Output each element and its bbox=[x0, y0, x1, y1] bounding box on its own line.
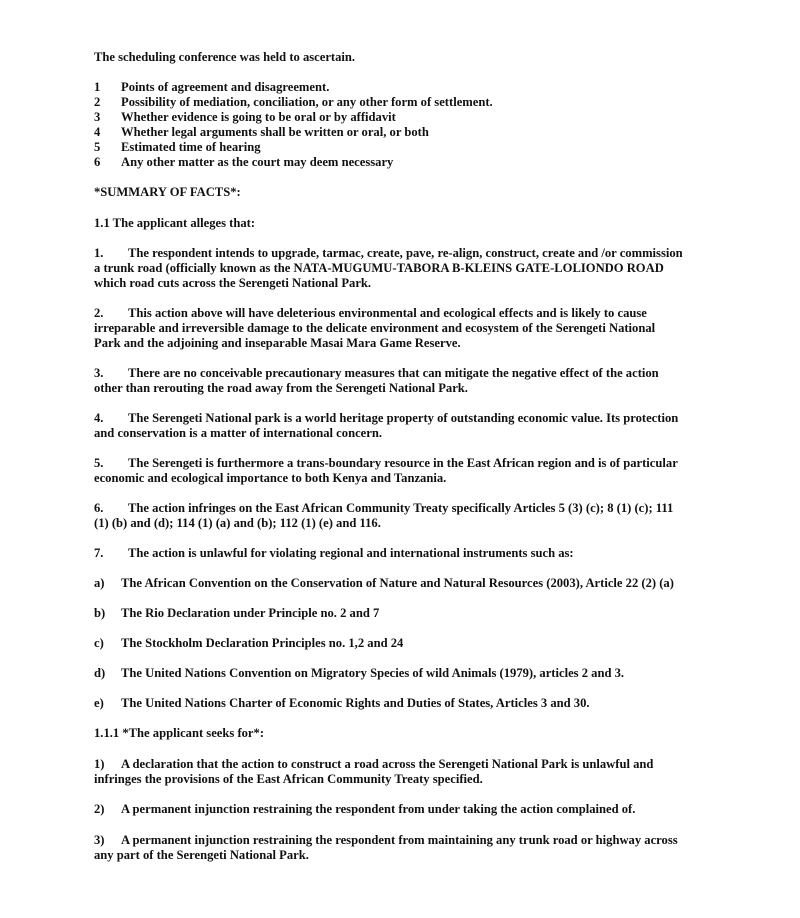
instrument-item bbox=[94, 636, 403, 651]
fact-number: 7. bbox=[94, 546, 104, 560]
agenda-number: 1 bbox=[94, 80, 101, 94]
instrument-item bbox=[94, 606, 379, 621]
instrument-letter: a) bbox=[94, 576, 105, 590]
agenda-text: Possibility of mediation, conciliation, or any other form of settlement. bbox=[121, 95, 493, 109]
relief-text: A declaration that the action to construct a road across the Serengeti National Park is unlawful and bbox=[121, 757, 654, 771]
fact-line bbox=[94, 546, 574, 561]
instrument-letter: b) bbox=[94, 606, 106, 620]
fact-line: and conservation is a matter of international concern. bbox=[94, 426, 382, 440]
fact-line: economic and ecological importance to both Kenya and Tanzania. bbox=[94, 471, 447, 485]
agenda-number: 4 bbox=[94, 125, 101, 139]
fact-line bbox=[94, 501, 673, 516]
relief-line bbox=[94, 833, 678, 848]
intro-text: The scheduling conference was held to ascertain. bbox=[94, 50, 356, 64]
relief-text: A permanent injunction restraining the respondent from under taking the action complained of. bbox=[121, 802, 636, 816]
fact-number: 1. bbox=[94, 246, 104, 260]
relief-line bbox=[94, 757, 653, 772]
relief-text: A permanent injunction restraining the respondent from maintaining any trunk road or highway across bbox=[121, 833, 678, 847]
relief-line: infringes the provisions of the East African Community Treaty specified. bbox=[94, 772, 483, 786]
fact-number: 5. bbox=[94, 456, 104, 470]
subsection-heading: 1.1.1 *The applicant seeks for*: bbox=[94, 726, 265, 740]
fact-line bbox=[94, 366, 659, 381]
fact-number: 3. bbox=[94, 366, 104, 380]
relief-number: 2) bbox=[94, 802, 105, 816]
instrument-text: The United Nations Charter of Economic Rights and Duties of States, Articles 3 and 30. bbox=[121, 696, 590, 710]
fact-text: The action is unlawful for violating regional and international instruments such as: bbox=[128, 546, 574, 560]
agenda-item bbox=[94, 95, 493, 110]
fact-text: This action above will have deleterious environmental and ecological effects and is likely to cause bbox=[128, 306, 647, 320]
agenda-number: 3 bbox=[94, 110, 101, 124]
section-heading: *SUMMARY OF FACTS*: bbox=[94, 185, 241, 199]
agenda-text: Estimated time of hearing bbox=[121, 140, 261, 154]
instrument-text: The United Nations Convention on Migratory Species of wild Animals (1979), articles 2 and 3. bbox=[121, 666, 625, 680]
agenda-number: 5 bbox=[94, 140, 101, 154]
fact-line bbox=[94, 306, 647, 321]
fact-line: a trunk road (officially known as the NATA-MUGUMU-TABORA B-KLEINS GATE-LOLIONDO ROAD bbox=[94, 261, 664, 275]
fact-line: other than rerouting the road away from the Serengeti National Park. bbox=[94, 381, 468, 395]
relief-line bbox=[94, 802, 635, 817]
fact-text: The respondent intends to upgrade, tarmac, create, pave, re-align, construct, create and /or commission bbox=[128, 246, 683, 260]
fact-line: Park and the adjoining and inseparable Masai Mara Game Reserve. bbox=[94, 336, 461, 350]
agenda-item bbox=[94, 80, 329, 95]
fact-line bbox=[94, 246, 683, 261]
agenda-text: Whether evidence is going to be oral or by affidavit bbox=[121, 110, 396, 124]
instrument-letter: d) bbox=[94, 666, 106, 680]
agenda-item bbox=[94, 155, 393, 170]
fact-number: 6. bbox=[94, 501, 104, 515]
instrument-item bbox=[94, 666, 624, 681]
fact-text: The action infringes on the East African Community Treaty specifically Articles 5 (3) (c); 8 (1) (c); 111 bbox=[128, 501, 674, 515]
fact-line bbox=[94, 411, 678, 426]
agenda-item bbox=[94, 110, 396, 125]
fact-text: There are no conceivable precautionary measures that can mitigate the negative effect of the action bbox=[128, 366, 659, 380]
instrument-text: The Rio Declaration under Principle no. 2 and 7 bbox=[121, 606, 380, 620]
instrument-text: The African Convention on the Conservation of Nature and Natural Resources (2003), Article 22 (2) (a) bbox=[121, 576, 674, 590]
instrument-text: The Stockholm Declaration Principles no. 1,2 and 24 bbox=[121, 636, 404, 650]
relief-number: 3) bbox=[94, 833, 105, 847]
agenda-item bbox=[94, 140, 261, 155]
fact-line bbox=[94, 456, 678, 471]
agenda-text: Points of agreement and disagreement. bbox=[121, 80, 330, 94]
relief-line: any part of the Serengeti National Park. bbox=[94, 848, 309, 862]
subsection-heading: 1.1 The applicant alleges that: bbox=[94, 216, 256, 230]
fact-number: 2. bbox=[94, 306, 104, 320]
instrument-letter: c) bbox=[94, 636, 104, 650]
fact-line: irreparable and irreversible damage to the delicate environment and ecosystem of the Serengeti National bbox=[94, 321, 656, 335]
instrument-item bbox=[94, 696, 590, 711]
instrument-item bbox=[94, 576, 674, 591]
fact-text: The Serengeti National park is a world heritage property of outstanding economic value. Its protection bbox=[128, 411, 679, 425]
relief-number: 1) bbox=[94, 757, 105, 771]
fact-line: (1) (b) and (d); 114 (1) (a) and (b); 112 (1) (e) and 116. bbox=[94, 516, 381, 530]
agenda-number: 6 bbox=[94, 155, 101, 169]
fact-line: which road cuts across the Serengeti National Park. bbox=[94, 276, 372, 290]
fact-number: 4. bbox=[94, 411, 104, 425]
fact-text: The Serengeti is furthermore a trans-boundary resource in the East African region and is of particular bbox=[128, 456, 678, 470]
agenda-item bbox=[94, 125, 429, 140]
agenda-text: Any other matter as the court may deem necessary bbox=[121, 155, 394, 169]
agenda-text: Whether legal arguments shall be written or oral, or both bbox=[121, 125, 429, 139]
agenda-number: 2 bbox=[94, 95, 101, 109]
instrument-letter: e) bbox=[94, 696, 104, 710]
